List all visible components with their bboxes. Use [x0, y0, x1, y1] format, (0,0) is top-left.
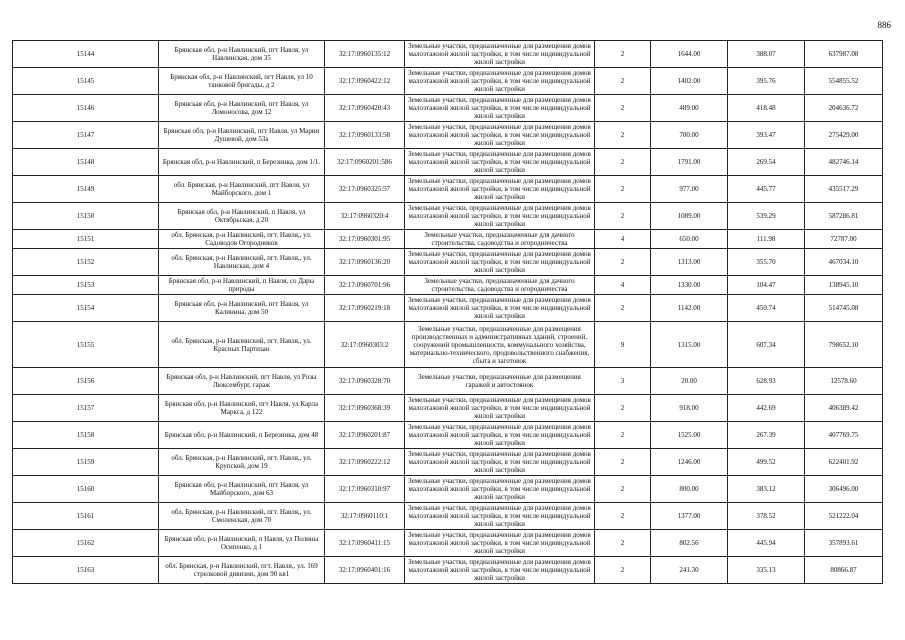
- table-row: [13, 476, 883, 503]
- table-row: [13, 322, 883, 368]
- cadastral-number-cell: 32:17:0960303:2: [325, 322, 405, 368]
- group-cell: 2: [595, 149, 651, 176]
- group-cell: 2: [595, 41, 651, 68]
- group-cell: 9: [595, 322, 651, 368]
- cadastral-number-cell: 32:17:0960135:12: [325, 41, 405, 68]
- specific-value-cell: 445.94: [728, 530, 805, 557]
- address-cell: обл. Брянская, р-н Навлинский, пгт. Навля,, ул. Крупской, дом 19: [159, 449, 325, 476]
- land-use-cell: Земельные участки, предназначенные для размещения домов малоэтажной жилой застройки, в том числе индивидуальной жилой застройки: [405, 557, 595, 584]
- table-row: [13, 503, 883, 530]
- cadastral-value-cell: 482746.14: [805, 149, 883, 176]
- cadastral-number-cell: 32:17:0960422:12: [325, 68, 405, 95]
- address-cell: Брянская обл, р-н Навлинский, пгт Навля, ул Розы Люксембург, гараж: [159, 368, 325, 395]
- table-row: [13, 203, 883, 230]
- table-row: [13, 276, 883, 295]
- cadastral-value-cell: 467034.10: [805, 249, 883, 276]
- specific-value-cell: 628.93: [728, 368, 805, 395]
- address-cell: Брянская обл, р-н Навлинский, пгт Навля, ул Марии Душевой, дом 53а: [159, 122, 325, 149]
- cadastral-value-cell: 204636.72: [805, 95, 883, 122]
- area-cell: 1402.00: [651, 68, 728, 95]
- address-cell: Брянская обл, р-н Навлинский, пгт Навля, ул Навлинская, дом 35: [159, 41, 325, 68]
- cadastral-number-cell: 32:17:0960219:18: [325, 295, 405, 322]
- table-row: [13, 95, 883, 122]
- group-cell: 2: [595, 176, 651, 203]
- group-cell: 2: [595, 95, 651, 122]
- address-cell: Брянская обл, р-н Навлинский, п Березинка, дом 48: [159, 422, 325, 449]
- group-cell: 2: [595, 295, 651, 322]
- row-number-cell: 15160: [13, 476, 159, 503]
- cadastral-value-cell: 406389.42: [805, 395, 883, 422]
- cadastral-number-cell: 32:17:0960420:43: [325, 95, 405, 122]
- land-use-cell: Земельные участки, предназначенные для размещения гаражей и автостоянок: [405, 368, 595, 395]
- cadastral-number-cell: 32:17:0960401:16: [325, 557, 405, 584]
- page-number: 886: [877, 20, 891, 30]
- group-cell: 2: [595, 68, 651, 95]
- cadastral-value-cell: 72787.00: [805, 230, 883, 249]
- table-row: [13, 122, 883, 149]
- area-cell: 1142.00: [651, 295, 728, 322]
- area-cell: 1791.00: [651, 149, 728, 176]
- address-cell: Брянская обл, р-н Навлинский, пгт Навля, ул Ломоносова, дом 12: [159, 95, 325, 122]
- area-cell: 802.56: [651, 530, 728, 557]
- cadastral-value-cell: 357893.61: [805, 530, 883, 557]
- address-cell: Брянская обл, р-н Навлинский, п Навля, ул Полины Осипенко, д 1: [159, 530, 325, 557]
- specific-value-cell: 355.70: [728, 249, 805, 276]
- address-cell: обл. Брянская, р-н Навлинский, пгт. Навля,, ул. Навлинская, дом 4: [159, 249, 325, 276]
- group-cell: 2: [595, 249, 651, 276]
- specific-value-cell: 499.52: [728, 449, 805, 476]
- row-number-cell: 15150: [13, 203, 159, 230]
- specific-value-cell: 539.29: [728, 203, 805, 230]
- area-cell: 1377.00: [651, 503, 728, 530]
- group-cell: 4: [595, 276, 651, 295]
- group-cell: 4: [595, 230, 651, 249]
- row-number-cell: 15153: [13, 276, 159, 295]
- row-number-cell: 15159: [13, 449, 159, 476]
- address-cell: Брянская обл, р-н Навлинский, пгт Навля, ул Карла Маркса, д 122: [159, 395, 325, 422]
- table-row: [13, 422, 883, 449]
- cadastral-number-cell: 32:17:0960133:58: [325, 122, 405, 149]
- cadastral-value-cell: 12578.60: [805, 368, 883, 395]
- address-cell: Брянская обл, р-н Навлинский, пгт Навля, ул 10 танковой бригады, д 2: [159, 68, 325, 95]
- row-number-cell: 15152: [13, 249, 159, 276]
- land-use-cell: Земельные участки, предназначенные для дачного строительства, садоводства и огородничества: [405, 230, 595, 249]
- cadastral-number-cell: 32:17:0960310:97: [325, 476, 405, 503]
- row-number-cell: 15163: [13, 557, 159, 584]
- group-cell: 3: [595, 368, 651, 395]
- row-number-cell: 15154: [13, 295, 159, 322]
- area-cell: 1644.00: [651, 41, 728, 68]
- cadastral-value-cell: 587286.81: [805, 203, 883, 230]
- group-cell: 2: [595, 395, 651, 422]
- cadastral-number-cell: 32:17:0960701:96: [325, 276, 405, 295]
- row-number-cell: 15157: [13, 395, 159, 422]
- cadastral-number-cell: 32:17:0960201:87: [325, 422, 405, 449]
- cadastral-number-cell: 32:17:0960222:12: [325, 449, 405, 476]
- specific-value-cell: 418.48: [728, 95, 805, 122]
- table-row: [13, 449, 883, 476]
- specific-value-cell: 393.47: [728, 122, 805, 149]
- specific-value-cell: 607.34: [728, 322, 805, 368]
- specific-value-cell: 450.74: [728, 295, 805, 322]
- cadastral-value-cell: 407769.75: [805, 422, 883, 449]
- specific-value-cell: 269.54: [728, 149, 805, 176]
- cadastral-number-cell: 32:17:0960301:95: [325, 230, 405, 249]
- row-number-cell: 15144: [13, 41, 159, 68]
- table-row: [13, 176, 883, 203]
- row-number-cell: 15146: [13, 95, 159, 122]
- table-row: [13, 149, 883, 176]
- cadastral-value-cell: 80866.87: [805, 557, 883, 584]
- area-cell: 1246.00: [651, 449, 728, 476]
- cadastral-value-cell: 637987.08: [805, 41, 883, 68]
- specific-value-cell: 378.52: [728, 503, 805, 530]
- address-cell: Брянская обл, р-н Навлинский, п Навля, ул Октябрьская, д 20: [159, 203, 325, 230]
- group-cell: 2: [595, 530, 651, 557]
- group-cell: 2: [595, 557, 651, 584]
- address-cell: Брянская обл, р-н Навлинский, пгт Навля, ул Майборского, дом 63: [159, 476, 325, 503]
- land-use-cell: Земельные участки, предназначенные для дачного строительства, садоводства и огородничества: [405, 276, 595, 295]
- land-use-cell: Земельные участки, предназначенные для размещения домов малоэтажной жилой застройки, в том числе индивидуальной жилой застройки: [405, 122, 595, 149]
- specific-value-cell: 395.76: [728, 68, 805, 95]
- land-use-cell: Земельные участки, предназначенные для размещения домов малоэтажной жилой застройки, в том числе индивидуальной жилой застройки: [405, 422, 595, 449]
- land-use-cell: Земельные участки, предназначенные для размещения домов малоэтажной жилой застройки, в том числе индивидуальной жилой застройки: [405, 395, 595, 422]
- land-use-cell: Земельные участки, предназначенные для размещения домов малоэтажной жилой застройки, в том числе индивидуальной жилой застройки: [405, 295, 595, 322]
- land-use-cell: Земельные участки, предназначенные для размещения домов малоэтажной жилой застройки, в том числе индивидуальной жилой застройки: [405, 41, 595, 68]
- address-cell: обл. Брянская, р-н Навлинский, пгт Навля, ул Майборского, дом 1: [159, 176, 325, 203]
- address-cell: Брянская обл, р-н Навлинский, пгт Навля, ул Калинина, дом 50: [159, 295, 325, 322]
- land-use-cell: Земельные участки, предназначенные для размещения домов малоэтажной жилой застройки, в том числе индивидуальной жилой застройки: [405, 176, 595, 203]
- area-cell: 650.00: [651, 230, 728, 249]
- area-cell: 1089.00: [651, 203, 728, 230]
- group-cell: 2: [595, 122, 651, 149]
- specific-value-cell: 445.77: [728, 176, 805, 203]
- specific-value-cell: 388.07: [728, 41, 805, 68]
- area-cell: 918.00: [651, 395, 728, 422]
- table-row: [13, 41, 883, 68]
- group-cell: 2: [595, 422, 651, 449]
- cadastral-number-cell: 32:17:0960110:1: [325, 503, 405, 530]
- table-row: [13, 230, 883, 249]
- table-body: [13, 41, 883, 584]
- row-number-cell: 15149: [13, 176, 159, 203]
- land-use-cell: Земельные участки, предназначенные для размещения домов малоэтажной жилой застройки, в том числе индивидуальной жилой застройки: [405, 95, 595, 122]
- specific-value-cell: 267.39: [728, 422, 805, 449]
- row-number-cell: 15145: [13, 68, 159, 95]
- specific-value-cell: 383.12: [728, 476, 805, 503]
- area-cell: 489.00: [651, 95, 728, 122]
- cadastral-number-cell: 32:17:0960368:39: [325, 395, 405, 422]
- address-cell: Брянская обл, р-н Навлинский, п Березинка, дом 1/1.: [159, 149, 325, 176]
- cadastral-value-cell: 554855.52: [805, 68, 883, 95]
- land-use-cell: Земельные участки, предназначенные для размещения домов малоэтажной жилой застройки, в том числе индивидуальной жилой застройки: [405, 530, 595, 557]
- row-number-cell: 15161: [13, 503, 159, 530]
- cadastral-value-table: [12, 40, 883, 584]
- land-use-cell: Земельные участки, предназначенные для размещения домов малоэтажной жилой застройки, в том числе индивидуальной жилой застройки: [405, 476, 595, 503]
- area-cell: 700.00: [651, 122, 728, 149]
- row-number-cell: 15148: [13, 149, 159, 176]
- address-cell: Брянская обл, р-н Навлинский, п Навля, со Дары природы: [159, 276, 325, 295]
- address-cell: обл. Брянская, р-н Навлинский, пгт. Навля,, ул. Смоленская, дом 70: [159, 503, 325, 530]
- cadastral-number-cell: 32:17:0960328:70: [325, 368, 405, 395]
- cadastral-value-cell: 275429.00: [805, 122, 883, 149]
- table-row: [13, 249, 883, 276]
- specific-value-cell: 335.13: [728, 557, 805, 584]
- cadastral-value-cell: 521222.04: [805, 503, 883, 530]
- table-row: [13, 395, 883, 422]
- row-number-cell: 15156: [13, 368, 159, 395]
- specific-value-cell: 442.69: [728, 395, 805, 422]
- land-use-cell: Земельные участки, предназначенные для размещения домов малоэтажной жилой застройки, в том числе индивидуальной жилой застройки: [405, 149, 595, 176]
- land-use-cell: Земельные участки, предназначенные для размещения домов малоэтажной жилой застройки, в том числе индивидуальной жилой застройки: [405, 203, 595, 230]
- table-row: [13, 295, 883, 322]
- land-use-cell: Земельные участки, предназначенные для размещения домов малоэтажной жилой застройки, в том числе индивидуальной жилой застройки: [405, 249, 595, 276]
- group-cell: 2: [595, 476, 651, 503]
- group-cell: 2: [595, 503, 651, 530]
- area-cell: 800.00: [651, 476, 728, 503]
- table-row: [13, 557, 883, 584]
- land-use-cell: Земельные участки, предназначенные для размещения домов малоэтажной жилой застройки, в том числе индивидуальной жилой застройки: [405, 449, 595, 476]
- land-use-cell: Земельные участки, предназначенные для размещения производственных и административных зданий, строений, сооружений промышленности, коммунального хозяйства, материально-технического, продовольственного снабжения, сбыта и заготовок: [405, 322, 595, 368]
- address-cell: обл. Брянская, р-н Навлинский, пгт. Навля,, ул. 169 стрелковой дивизии, дом 90 кв1: [159, 557, 325, 584]
- group-cell: 2: [595, 203, 651, 230]
- area-cell: 1525.00: [651, 422, 728, 449]
- land-use-cell: Земельные участки, предназначенные для размещения домов малоэтажной жилой застройки, в том числе индивидуальной жилой застройки: [405, 68, 595, 95]
- row-number-cell: 15155: [13, 322, 159, 368]
- area-cell: 1313.00: [651, 249, 728, 276]
- table-row: [13, 68, 883, 95]
- row-number-cell: 15162: [13, 530, 159, 557]
- cadastral-value-cell: 514745.08: [805, 295, 883, 322]
- cadastral-value-cell: 798652.10: [805, 322, 883, 368]
- area-cell: 20.00: [651, 368, 728, 395]
- cadastral-number-cell: 32:17:0960325:57: [325, 176, 405, 203]
- area-cell: 1330.00: [651, 276, 728, 295]
- table-row: [13, 368, 883, 395]
- row-number-cell: 15147: [13, 122, 159, 149]
- table-row: [13, 530, 883, 557]
- row-number-cell: 15151: [13, 230, 159, 249]
- cadastral-number-cell: 32:17:0960320:4: [325, 203, 405, 230]
- land-use-cell: Земельные участки, предназначенные для размещения домов малоэтажной жилой застройки, в том числе индивидуальной жилой застройки: [405, 503, 595, 530]
- specific-value-cell: 111.98: [728, 230, 805, 249]
- address-cell: обл. Брянская, р-н Навлинский, пгт. Навля,, ул. Садоводов Огородников: [159, 230, 325, 249]
- specific-value-cell: 104.47: [728, 276, 805, 295]
- area-cell: 977.00: [651, 176, 728, 203]
- group-cell: 2: [595, 449, 651, 476]
- row-number-cell: 15158: [13, 422, 159, 449]
- cadastral-value-cell: 435517.29: [805, 176, 883, 203]
- cadastral-number-cell: 32:17:0960201:586: [325, 149, 405, 176]
- address-cell: обл. Брянская, р-н Навлинский, пгт. Навля,, ул. Красных Партизан: [159, 322, 325, 368]
- cadastral-number-cell: 32:17:0960411:15: [325, 530, 405, 557]
- area-cell: 1315.00: [651, 322, 728, 368]
- area-cell: 241.30: [651, 557, 728, 584]
- cadastral-value-cell: 622401.92: [805, 449, 883, 476]
- cadastral-value-cell: 306496.00: [805, 476, 883, 503]
- cadastral-number-cell: 32:17:0960136:20: [325, 249, 405, 276]
- cadastral-value-cell: 138945.10: [805, 276, 883, 295]
